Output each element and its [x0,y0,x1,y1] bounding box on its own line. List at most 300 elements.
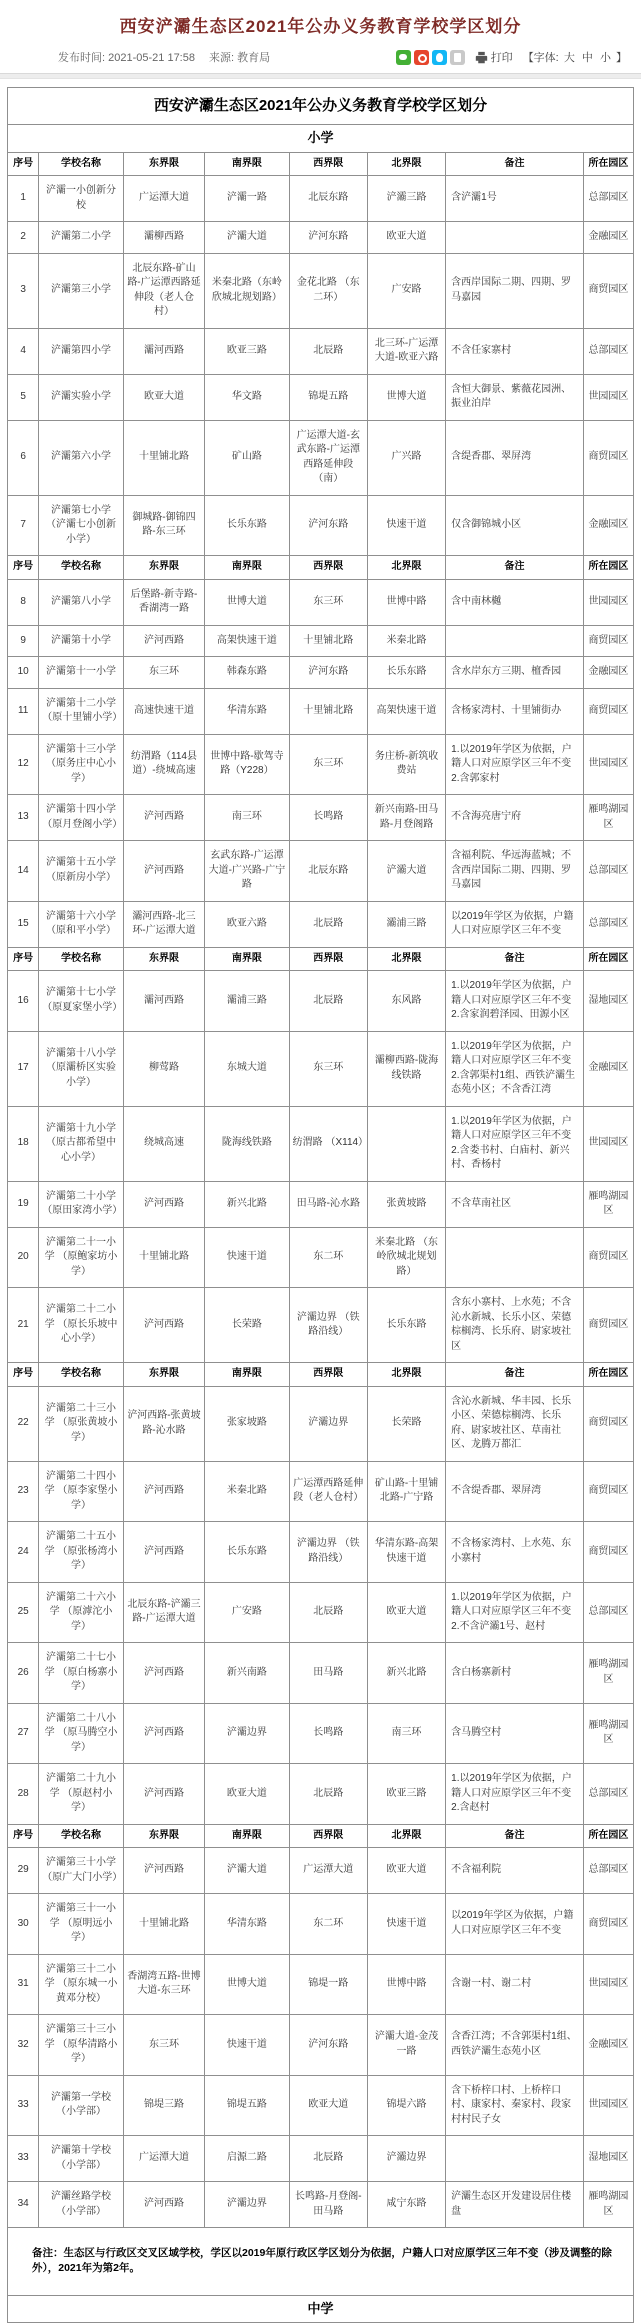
cell-school-name: 浐灞第二十五小学 （原张杨湾小学） [39,1522,124,1583]
table-row [8,579,634,625]
cell-north-boundary: 务庄桥-新筑收费站 [367,734,445,795]
font-size-large-button[interactable]: 大 [563,52,575,64]
cell-south-boundary: 浐灞大道 [205,222,290,254]
column-header: 西界限 [289,1824,367,1848]
cell-west-boundary: 浐河东路 [289,495,367,556]
cell-east-boundary: 浐河西路 [123,1703,204,1764]
cell-east-boundary: 浐河西路 [123,1288,204,1363]
cell-park: 总部园区 [583,176,633,222]
cell-north-boundary: 世博大道 [367,374,445,420]
cell-park: 金融园区 [583,222,633,254]
cell-no: 28 [8,1764,39,1825]
cell-east-boundary: 后堡路-新寺路-香湖湾一路 [123,579,204,625]
cell-school-name: 浐灞第三十二小学 （原东城一小黄邓分校） [39,1954,124,2015]
cell-north-boundary: 咸宁东路 [367,2182,445,2228]
table-row [8,657,634,689]
cell-park: 总部园区 [583,1848,633,1894]
cell-north-boundary: 北三环-广运潭大道-欧亚六路 [367,328,445,374]
column-header: 北界限 [367,947,445,971]
cell-park: 商贸园区 [583,1288,633,1363]
column-header: 南界限 [205,1363,290,1387]
cell-east-boundary: 浐河西路 [123,1461,204,1522]
table-row [8,222,634,254]
cell-north-boundary: 长荣路 [367,1386,445,1461]
cell-park: 雁鸣湖园区 [583,1181,633,1227]
cell-west-boundary: 北辰路 [289,328,367,374]
cell-south-boundary: 华清东路 [205,688,290,734]
cell-park: 总部园区 [583,1582,633,1643]
section-primary-school: 小学 [8,124,634,152]
cell-park: 商贸园区 [583,625,633,657]
cell-note: 含马腾空村 [446,1703,584,1764]
cell-east-boundary: 东三环 [123,2015,204,2076]
table-title: 西安浐灞生态区2021年公办义务教育学校学区划分 [8,88,634,125]
cell-north-boundary: 灞柳西路-陇海线铁路 [367,1031,445,1106]
cell-north-boundary: 张黄坡路 [367,1181,445,1227]
cell-east-boundary: 十里铺北路 [123,1227,204,1288]
table-row [8,328,634,374]
cell-school-name: 浐灞实验小学 [39,374,124,420]
column-header: 东界限 [123,556,204,580]
cell-west-boundary: 浐灞边界 [289,1386,367,1461]
cell-no: 10 [8,657,39,689]
table-row [8,1288,634,1363]
cell-west-boundary: 广运潭西路延伸段（老人仓村） [289,1461,367,1522]
cell-east-boundary: 十里铺北路 [123,420,204,495]
table-row [8,971,634,1032]
table-row [8,625,634,657]
cell-park: 雁鸣湖园区 [583,795,633,841]
column-header: 序号 [8,947,39,971]
column-header: 北界限 [367,152,445,176]
column-header: 备注 [446,152,584,176]
cell-west-boundary: 浐河东路 [289,657,367,689]
cell-west-boundary: 浐河东路 [289,222,367,254]
column-header: 所在园区 [583,1363,633,1387]
cell-note [446,2136,584,2182]
cell-north-boundary: 南三环 [367,1703,445,1764]
print-button[interactable] [475,49,513,65]
cell-west-boundary: 东二环 [289,1227,367,1288]
cell-park: 商贸园区 [583,1386,633,1461]
cell-south-boundary: 欧亚六路 [205,901,290,947]
cell-no: 11 [8,688,39,734]
cell-park: 世园园区 [583,1106,633,1181]
publish-time [58,49,195,65]
cell-west-boundary: 田马路 [289,1643,367,1704]
font-size-small-button[interactable]: 小 [599,52,611,64]
cell-no: 16 [8,971,39,1032]
cell-note: 不含缇香郡、翠屏湾 [446,1461,584,1522]
cell-school-name: 浐灞第七小学 （浐灞七小创新小学） [39,495,124,556]
cell-no: 15 [8,901,39,947]
table-row [8,1227,634,1288]
cell-north-boundary: 广兴路 [367,420,445,495]
cell-north-boundary: 华清东路-高架快速干道 [367,1522,445,1583]
column-header: 序号 [8,556,39,580]
cell-east-boundary: 东三环 [123,657,204,689]
cell-note: 含沁水新城、华丰园、长乐小区、荣德棕榈湾、长乐府、尉家坡社区、草南社区、龙腾万都汇 [446,1386,584,1461]
cell-north-boundary: 锦堤六路 [367,2075,445,2136]
cell-east-boundary: 浐河西路 [123,795,204,841]
cell-east-boundary: 十里铺北路 [123,1894,204,1955]
font-size-control [523,49,627,65]
cell-north-boundary: 浐灞边界 [367,2136,445,2182]
cell-west-boundary: 金花北路 （东二环） [289,253,367,328]
column-header: 备注 [446,1824,584,1848]
cell-park: 世园园区 [583,734,633,795]
cell-west-boundary: 广运潭大道 [289,1848,367,1894]
cell-south-boundary: 新兴北路 [205,1181,290,1227]
cell-west-boundary: 锦堤五路 [289,374,367,420]
cell-park: 雁鸣湖园区 [583,1703,633,1764]
cell-south-boundary: 长乐东路 [205,495,290,556]
cell-school-name: 浐灞第二十小学 （原田家湾小学） [39,1181,124,1227]
cell-south-boundary: 世博大道 [205,579,290,625]
cell-west-boundary: 田马路-沁水路 [289,1181,367,1227]
column-header-row [8,947,634,971]
cell-school-name: 浐灞第十小学 [39,625,124,657]
cell-school-name: 浐灞第二十四小学 （原李家堡小学） [39,1461,124,1522]
column-header: 备注 [446,1363,584,1387]
cell-north-boundary: 米秦北路 [367,625,445,657]
cell-school-name: 浐灞第十三小学 （原务庄中心小学） [39,734,124,795]
table-row [8,1848,634,1894]
cell-north-boundary: 世博中路 [367,1954,445,2015]
cell-south-boundary: 浐灞边界 [205,2182,290,2228]
cell-west-boundary: 东三环 [289,734,367,795]
cell-west-boundary: 长鸣路 [289,1703,367,1764]
cell-south-boundary: 陇海线铁路 [205,1106,290,1181]
cell-south-boundary: 快速干道 [205,2015,290,2076]
table-row [8,1582,634,1643]
cell-west-boundary: 十里铺北路 [289,625,367,657]
cell-east-boundary: 广运潭大道 [123,176,204,222]
column-header: 所在园区 [583,152,633,176]
table-row [8,1894,634,1955]
cell-park: 金融园区 [583,657,633,689]
cell-park: 金融园区 [583,1031,633,1106]
cell-no: 24 [8,1522,39,1583]
meta-bar [0,43,641,73]
cell-north-boundary: 快速干道 [367,495,445,556]
cell-east-boundary: 香湖湾五路-世博大道-东三环 [123,1954,204,2015]
cell-no: 12 [8,734,39,795]
cell-north-boundary: 灞浦三路 [367,901,445,947]
cell-east-boundary: 纺渭路（114县道）-绕城高速 [123,734,204,795]
wechat-share-icon[interactable] [396,50,411,65]
cell-note: 不含任家寨村 [446,328,584,374]
cell-note: 不含海亮唐宁府 [446,795,584,841]
column-header: 所在园区 [583,556,633,580]
cell-school-name: 浐灞一小创新分校 [39,176,124,222]
cell-school-name: 浐灞丝路学校 （小学部） [39,2182,124,2228]
cell-school-name: 浐灞第十五小学 （原新房小学） [39,841,124,902]
cell-north-boundary: 矿山路-十里铺北路-广宁路 [367,1461,445,1522]
cell-note: 含杨家湾村、十里铺街办 [446,688,584,734]
cell-west-boundary: 欧亚大道 [289,2075,367,2136]
cell-west-boundary: 纺渭路 （X114） [289,1106,367,1181]
qq-share-icon[interactable] [432,50,447,65]
cell-south-boundary: 张家坡路 [205,1386,290,1461]
cell-note [446,1227,584,1288]
cell-note: 1.以2019年学区为依据，户籍人口对应原学区三年不变 2.含娄书村、白庙村、新兴村、香杨村 [446,1106,584,1181]
cell-north-boundary: 世博中路 [367,579,445,625]
cell-south-boundary: 世博大道 [205,1954,290,2015]
cell-north-boundary: 浐灞三路 [367,176,445,222]
cell-school-name: 浐灞第三十三小学 （原华清路小学） [39,2015,124,2076]
cell-note [446,625,584,657]
cell-note: 含下桥梓口村、上桥梓口村、康家村、秦家村、段家村村民子女 [446,2075,584,2136]
cell-no: 17 [8,1031,39,1106]
cell-park: 商贸园区 [583,1522,633,1583]
cell-south-boundary: 灞浦三路 [205,971,290,1032]
column-header: 北界限 [367,1824,445,1848]
cell-no: 2 [8,222,39,254]
table-row [8,1522,634,1583]
cell-note: 1.以2019年学区为依据，户籍人口对应原学区三年不变 2.含郭家村 [446,734,584,795]
cell-west-boundary: 北辰东路 [289,176,367,222]
table-row [8,2015,634,2076]
cell-school-name: 浐灞第十八小学 （原灞桥区实验小学） [39,1031,124,1106]
cell-north-boundary: 新兴南路-田马路-月登阁路 [367,795,445,841]
column-header: 序号 [8,152,39,176]
cell-school-name: 浐灞第二十八小学 （原马腾空小学） [39,1703,124,1764]
cell-west-boundary: 十里铺北路 [289,688,367,734]
cell-note: 以2019年学区为依据，户籍人口对应原学区三年不变 [446,1894,584,1955]
cell-west-boundary: 东二环 [289,1894,367,1955]
table-row [8,901,634,947]
column-header: 南界限 [205,556,290,580]
cell-note: 含中南林樾 [446,579,584,625]
cell-east-boundary: 广运潭大道 [123,2136,204,2182]
cell-note: 以2019年学区为依据，户籍人口对应原学区三年不变 [446,901,584,947]
cell-note: 浐灞生态区开发建设居住楼盘 [446,2182,584,2228]
column-header-row [8,556,634,580]
cell-park: 总部园区 [583,328,633,374]
cell-west-boundary: 浐灞边界 （铁路沿线） [289,1522,367,1583]
cell-no: 29 [8,1848,39,1894]
cell-note: 1.以2019年学区为依据，户籍人口对应原学区三年不变 2.不含浐灞1号、赵村 [446,1582,584,1643]
table-row [8,2182,634,2228]
cell-park: 商贸园区 [583,420,633,495]
table-row [8,2136,634,2182]
publish-time-label: 发布时间: [58,52,106,64]
cell-west-boundary: 北辰路 [289,1582,367,1643]
column-header: 南界限 [205,947,290,971]
cell-no: 33 [8,2136,39,2182]
cell-note: 含福利院、华远海蓝城；不含西岸国际二期、四期、罗马嘉园 [446,841,584,902]
cell-no: 13 [8,795,39,841]
cell-east-boundary: 浐河西路 [123,1764,204,1825]
cell-east-boundary: 御城路-御锦四路-东三环 [123,495,204,556]
cell-east-boundary: 浐河西路 [123,1522,204,1583]
cell-east-boundary: 柳莺路 [123,1031,204,1106]
cell-north-boundary: 广安路 [367,253,445,328]
weibo-share-icon[interactable] [414,50,429,65]
cell-school-name: 浐灞第二十二小学 （原长乐坡中心小学） [39,1288,124,1363]
cell-school-name: 浐灞第一学校 （小学部） [39,2075,124,2136]
cell-north-boundary [367,1106,445,1181]
cell-south-boundary: 长乐东路 [205,1522,290,1583]
cell-south-boundary: 矿山路 [205,420,290,495]
table-row [8,1643,634,1704]
cell-no: 34 [8,2182,39,2228]
column-header: 东界限 [123,947,204,971]
column-header: 南界限 [205,152,290,176]
cell-park: 湿地园区 [583,2136,633,2182]
table-row [8,1764,634,1825]
cell-note: 含浐灞1号 [446,176,584,222]
table-row [8,1031,634,1106]
cell-east-boundary: 浐河西路-张黄坡路-沁水路 [123,1386,204,1461]
cell-park: 世园园区 [583,1954,633,2015]
cell-school-name: 浐灞第六小学 [39,420,124,495]
column-header-row [8,1363,634,1387]
table-row [8,1461,634,1522]
cell-east-boundary: 灞柳西路 [123,222,204,254]
cell-east-boundary: 灞河西路 [123,328,204,374]
cell-east-boundary: 浐河西路 [123,625,204,657]
cell-east-boundary: 浐河西路 [123,1181,204,1227]
cell-park: 总部园区 [583,841,633,902]
cell-west-boundary: 锦堤一路 [289,1954,367,2015]
column-header: 学校名称 [39,1363,124,1387]
cell-school-name: 浐灞第十九小学 （原古都希望中心小学） [39,1106,124,1181]
cell-south-boundary: 锦堤五路 [205,2075,290,2136]
print-label: 打印 [490,52,513,64]
column-header: 东界限 [123,1363,204,1387]
cell-south-boundary: 长荣路 [205,1288,290,1363]
cell-school-name: 浐灞第八小学 [39,579,124,625]
cell-no: 23 [8,1461,39,1522]
cell-north-boundary: 浐灞大道-金茂一路 [367,2015,445,2076]
table-row [8,795,634,841]
column-header: 所在园区 [583,947,633,971]
table-row [8,1181,634,1227]
column-header: 西界限 [289,556,367,580]
cell-no: 7 [8,495,39,556]
table-row [8,734,634,795]
cell-note [446,222,584,254]
cell-south-boundary: 华文路 [205,374,290,420]
table-row [8,841,634,902]
cell-park: 湿地园区 [583,971,633,1032]
font-size-medium-button[interactable]: 中 [581,52,593,64]
cell-note: 含恒大御景、紫薇花园洲、振业泊岸 [446,374,584,420]
cell-west-boundary: 北辰路 [289,971,367,1032]
cell-note: 含香江湾；不含郭渠村1组、西铁浐灞生态苑小区 [446,2015,584,2076]
cell-park: 世园园区 [583,374,633,420]
cell-note: 不含草南社区 [446,1181,584,1227]
cell-south-boundary: 南三环 [205,795,290,841]
cell-no: 18 [8,1106,39,1181]
district-table [7,87,634,2323]
cell-no: 20 [8,1227,39,1288]
cell-north-boundary: 快速干道 [367,1894,445,1955]
cell-south-boundary: 欧亚大道 [205,1764,290,1825]
table-row [8,253,634,328]
cell-east-boundary: 灞河西路-北三环-广运潭大道 [123,901,204,947]
cell-park: 金融园区 [583,2015,633,2076]
cell-south-boundary: 浐灞边界 [205,1703,290,1764]
cell-south-boundary: 高架快速干道 [205,625,290,657]
cell-school-name: 浐灞第二十七小学 （原白杨寨小学） [39,1643,124,1704]
section-middle-school: 中学 [8,2295,634,2323]
cell-note: 含东小寨村、上水苑；不含沁水新城、长乐小区、荣德棕榈湾、长乐府、尉家坡社区 [446,1288,584,1363]
cell-east-boundary: 灞河西路 [123,971,204,1032]
cell-school-name: 浐灞第十四小学 （原月登阁小学） [39,795,124,841]
cell-south-boundary: 华清东路 [205,1894,290,1955]
cell-school-name: 浐灞第三十小学 （原广大门小学） [39,1848,124,1894]
cell-east-boundary: 浐河西路 [123,1643,204,1704]
copy-link-icon[interactable] [450,50,465,65]
column-header: 学校名称 [39,947,124,971]
cell-school-name: 浐灞第二十六小学 （原滹沱小学） [39,1582,124,1643]
cell-west-boundary: 北辰东路 [289,841,367,902]
cell-park: 雁鸣湖园区 [583,1643,633,1704]
cell-no: 32 [8,2015,39,2076]
table-row [8,1106,634,1181]
table-row [8,420,634,495]
cell-west-boundary: 浐灞边界 （铁路沿线） [289,1288,367,1363]
cell-note: 仅含御锦城小区 [446,495,584,556]
cell-north-boundary: 欧亚三路 [367,1764,445,1825]
table-row [8,1703,634,1764]
cell-north-boundary: 新兴北路 [367,1643,445,1704]
printer-icon [475,51,488,64]
column-header: 东界限 [123,1824,204,1848]
cell-north-boundary: 东风路 [367,971,445,1032]
cell-north-boundary: 欧亚大道 [367,1582,445,1643]
cell-west-boundary: 北辰路 [289,901,367,947]
cell-school-name: 浐灞第十二小学 （原十里铺小学） [39,688,124,734]
cell-no: 6 [8,420,39,495]
cell-park: 总部园区 [583,901,633,947]
cell-school-name: 浐灞第十学校 （小学部） [39,2136,124,2182]
cell-east-boundary: 欧亚大道 [123,374,204,420]
cell-note: 含水岸东方三期、檀香园 [446,657,584,689]
cell-west-boundary: 东三环 [289,579,367,625]
cell-school-name: 浐灞第十六小学 （原和平小学） [39,901,124,947]
cell-school-name: 浐灞第三十一小学 （原明远小学） [39,1894,124,1955]
cell-no: 14 [8,841,39,902]
cell-north-boundary: 长乐东路 [367,657,445,689]
cell-no: 31 [8,1954,39,2015]
share-toolbar [396,50,465,65]
cell-no: 19 [8,1181,39,1227]
district-table-wrap [0,79,641,2323]
cell-park: 雁鸣湖园区 [583,2182,633,2228]
cell-note: 不含杨家湾村、上水苑、东小寨村 [446,1522,584,1583]
cell-west-boundary: 东三环 [289,1031,367,1106]
column-header: 东界限 [123,152,204,176]
cell-no: 33 [8,2075,39,2136]
cell-west-boundary: 北辰路 [289,2136,367,2182]
table-row [8,374,634,420]
cell-park: 世园园区 [583,2075,633,2136]
cell-school-name: 浐灞第二小学 [39,222,124,254]
table-row [8,1386,634,1461]
cell-south-boundary: 米秦北路 [205,1461,290,1522]
cell-north-boundary: 高架快速干道 [367,688,445,734]
cell-park: 世园园区 [583,579,633,625]
cell-south-boundary: 浐灞一路 [205,176,290,222]
table-footnote: 备注：生态区与行政区交叉区域学校，学区以2019年原行政区学区划分为依据，户籍人口对应原学区三年不变（涉及调整的除外），2021年为第2年。 [8,2228,634,2295]
cell-north-boundary: 浐灞大道 [367,841,445,902]
column-header: 序号 [8,1363,39,1387]
column-header: 西界限 [289,947,367,971]
